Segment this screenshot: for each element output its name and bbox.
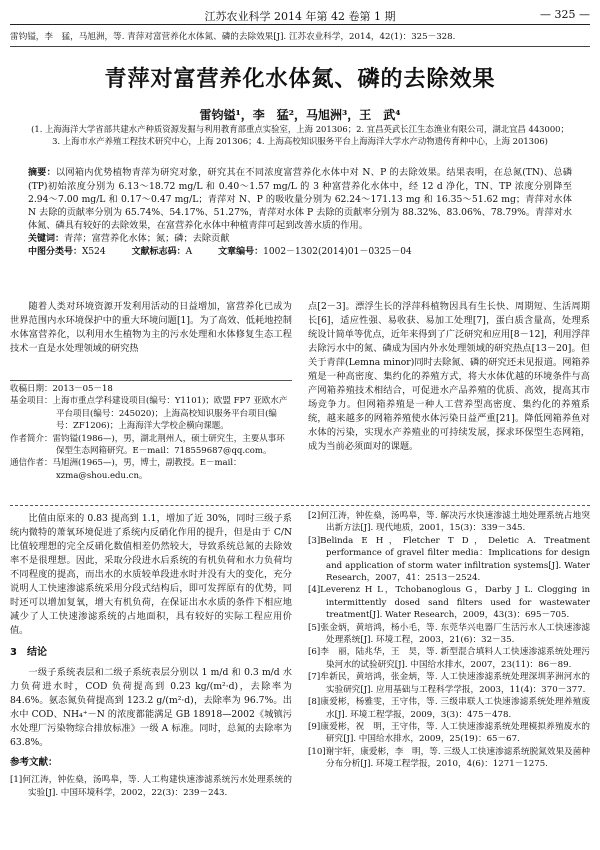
conclusion-paragraph: 一级子系统表层和二级子系统表层分别以 1 m/d 和 0.3 m/d 水力负荷进水时，COD 负荷提高到 0.23 kg/(m²·d)，去除率为 84.6%。氨态氮负荷提高到 123.2 g/(m²·d)，去除率为 96.7%。出水中 COD、NH₄⁺－N 的浓度都能满足 GB 18918—2002《城镇污水处理厂污染物综合排放标准》一级 A 标准。同时，总氮的去除率为 63.8%。 bbox=[10, 667, 292, 748]
code-value: A bbox=[185, 247, 193, 257]
affiliation-line: 3. 上海市水产养殖工程技术研究中心，上海 201306；4. 上海高校知识服务平台上海海洋大学水产动物遗传育种中心，上海 201306) bbox=[52, 135, 548, 146]
journal-name: 江苏农业科学 2014 年第 42 卷第 1 期 bbox=[204, 10, 396, 23]
reference-item: [8]康爱彬，杨雅雯，王守伟，等. 三级串联人工快速渗滤系统处理养殖废水[J]. 环境工程学报，2009，3(3)：475－478. bbox=[308, 697, 590, 720]
article-value: 1002－1302(2014)01－0325－04 bbox=[263, 247, 412, 257]
abstract bbox=[28, 166, 572, 232]
footnote: 基金项目：上海市重点学科建设项目(编号：Y1101)；欧盟 FP7 亚欧水产平台项目(编号：245020)；上海高校知识服务平台项目(编号：ZF1206)；上海海洋大学校企横向课题。 bbox=[10, 396, 288, 432]
body-paragraph: 比值由原来的 0.83 提高到 1.1，增加了近 30%，同时三级子系统内微特的萧氧环境促进了系统内反硝化作用的提升，但是由于 C/N 比值较理想的完全反硝化数值相差仍然较大，导致系统总氮的去除效率不是很理想。因此，采取分段进水后系统的有机负荷和水力负荷均不同程度的提高，而出水的水质较单段进水时并没有大的变化，充分说明人工快速渗滤系统采用分段式结构后，即可发挥原有的优势，同时还可以增加复氧，增大有机负荷，在保证出水水质的条件下相应地减少了人工快速渗滤系统的占地面积，具有较好的实际工程应用价值。 bbox=[10, 513, 292, 636]
reference-item: [6]李 丽，陆兆华，王 昊，等. 新型混合填料人工快速渗滤系统处理污染河水的试验研究[J]. 中国给水排水，2007，23(11)：86－89. bbox=[308, 647, 590, 670]
code-label: 文献标志码： bbox=[131, 247, 186, 257]
footnote: 通信作者：马旭洲(1965—)，男，博士，副教授。E－mail：xzma@shou.edu.cn。 bbox=[10, 458, 242, 481]
keywords-label: 关键词： bbox=[28, 234, 65, 244]
references-heading: 参考文献： bbox=[10, 757, 58, 768]
citation-line: 雷钧镒，李 猛，马旭洲，等. 青萍对富营养化水体氮、磷的去除效果[J]. 江苏农业科学，2014，42(1)：325－328. bbox=[10, 30, 590, 47]
reference-item: [2]何江涛，钟佐燊，汤鸣皋，等. 解决污水快速渗滤土地处理系统占地突出新方法[J]. 现代地质，2001，15(3)：339－345. bbox=[308, 511, 590, 534]
author-list: 雷钧镒¹，李 猛²，马旭洲³，王 武⁴ bbox=[199, 108, 401, 122]
section-heading: 3 结论 bbox=[10, 647, 47, 658]
previous-article-body bbox=[10, 512, 292, 799]
affiliation-line: (1. 上海海洋大学省部共建水产种质资源发掘与利用教育部重点实验室，上海 201306；2. 宜昌英武长江生态渔业有限公司，湖北宜昌 443000； bbox=[31, 124, 569, 134]
footnotes bbox=[10, 380, 292, 482]
abstract-label: 摘要： bbox=[28, 168, 56, 178]
affiliations bbox=[20, 124, 580, 147]
keywords bbox=[28, 232, 572, 246]
reference-item: [4]Leverenz H L，Tchobanoglous G，Darby J L. Clogging in intermittently dosed sand filters used for wastewater treatment[J]. Water Research，2009，43(3)：695－705. bbox=[308, 585, 590, 621]
clc-value: X524 bbox=[82, 247, 106, 257]
reference-item: [7]牟新民，黄培鸿，张金炳，等. 人工快速渗滤系统处理深圳茅洲河水的实验研究[J]. 应用基础与工程科学学报，2003，11(4)：370－377. bbox=[308, 672, 590, 695]
abstract-block bbox=[28, 166, 572, 259]
abstract-text: 以网箱内优势植物青萍为研究对象，研究其在不同浓度富营养化水体中对 N、P 的去除效果。结果表明，在总氮(TN)、总磷(TP)初始浓度分别为 6.13～18.72 mg/L 和 0.40～1.57 mg/L 的 3 种富营养化水体中，经 12 d 净化，TN、TP 浓度分别降至 2.94～7.00 mg/L 和 0.17～0.47 mg/L；青萍对 N、P 的吸收量分别为 62.24～171.13 mg 和 16.35～51.62 mg；青萍对水体 N 去除的贡献率分别为 65.74%、54.17%、51.27%，青萍对水体 P 去除的贡献率分别为 88.32%、83.06%、78.79%。青萍对水体氮、磷具有较好的去除效果，在富营养化水体中种植青萍可起到改善水质的作用。 bbox=[28, 167, 572, 231]
article-divider bbox=[10, 505, 590, 506]
reference-item: [3]Belinda E H，Fletcher T D，Deletic A. Treatment performance of gravel filter media：Implications for design and application of storm water infiltration systems[J]. Water Research，2007，41：2513－2524. bbox=[308, 535, 590, 584]
footnote: 作者简介：雷钧镒(1986—)，男，湖北荆州人，硕士研究生，主要从事环保型生态网箱研究。E－mail：718559687@qq.com。 bbox=[10, 433, 285, 457]
footnote: 收稿日期：2013－05－18 bbox=[10, 384, 113, 394]
reference-item: [10]谢宇轩，康爱彬，李 明，等. 三级人工快速渗滤系统脱氮效果及菌种分布分析[J]. 环境工程学报，2010，4(6)：1271－1275. bbox=[308, 746, 590, 770]
classification-line bbox=[28, 246, 572, 259]
page-number: — 325 — bbox=[540, 8, 590, 21]
clc-label: 中图分类号： bbox=[28, 247, 83, 257]
article-label: 文章编号： bbox=[218, 247, 264, 257]
intro-continued: 点[2－3]。漂浮生长的浮萍科植物因具有生长快、周期短、生活周期长[6]，适应性强、易收获、易加工处理[7]，蛋白质含量高，处理系统设计简单等优点，近年来得到了广泛研究和应用[8－12]，利用浮萍去除污水中的氮、磷成为国内外水处理领域的研究热点[13－20]。但关于青萍(Lemna minor)同时去除氮、磷的研究还未见报道。网箱养殖是一种高密度、集约化的养殖方式，将大水体优越的环境条件与高产网箱养殖技术相结合，可促进水产品养殖的优质、高效，提高其市场竞争力。但网箱养殖是一种人工营养型高密度、集约化的养殖系统，越来越多的网箱养殖使水体污染日益严重[21]。降低网箱养鱼对水体的污染，实现水产养殖业的可持续发展，探求环保型生态网箱，成为当前必须面对的课题。 bbox=[308, 301, 590, 452]
reference-list-left bbox=[10, 774, 292, 799]
reference-item: [1]何江涛，钟佐燊，汤鸣皋，等. 人工构建快速渗滤系统污水处理系统的实验[J]. 中国环境科学，2002，22(3)：239－243. bbox=[10, 775, 292, 798]
keywords-text: 青萍；富营养化水体；氮；磷；去除贡献 bbox=[64, 233, 230, 244]
reference-list-right bbox=[308, 510, 590, 771]
reference-item: [9]康爱彬，祝 明，王守伟，等. 人工快速渗滤系统处理模拟养殖废水的研究[J]. 中国给水排水，2009，25(19)：65－67. bbox=[308, 721, 590, 745]
intro-paragraph: 随着人类对环境资源开发利用活动的日益增加，富营养化已成为世界范围内水环境保护中的重大环境问题[1]。为了高效、低耗地控制水体富营养化，以利用水生植物为主的污水处理和水体修复生态工程技术一直是水处理领域的研究热 bbox=[10, 301, 292, 354]
paper-title: 青萍对富营养化水体氮、磷的去除效果 bbox=[104, 66, 496, 92]
reference-item: [5]张金炳，黄培鸿，杨小毛，等. 东莞华兴电器厂生活污水人工快速渗滤处理系统[J]. 环境工程，2003，21(6)：32－35. bbox=[308, 622, 590, 646]
running-header bbox=[10, 8, 590, 25]
